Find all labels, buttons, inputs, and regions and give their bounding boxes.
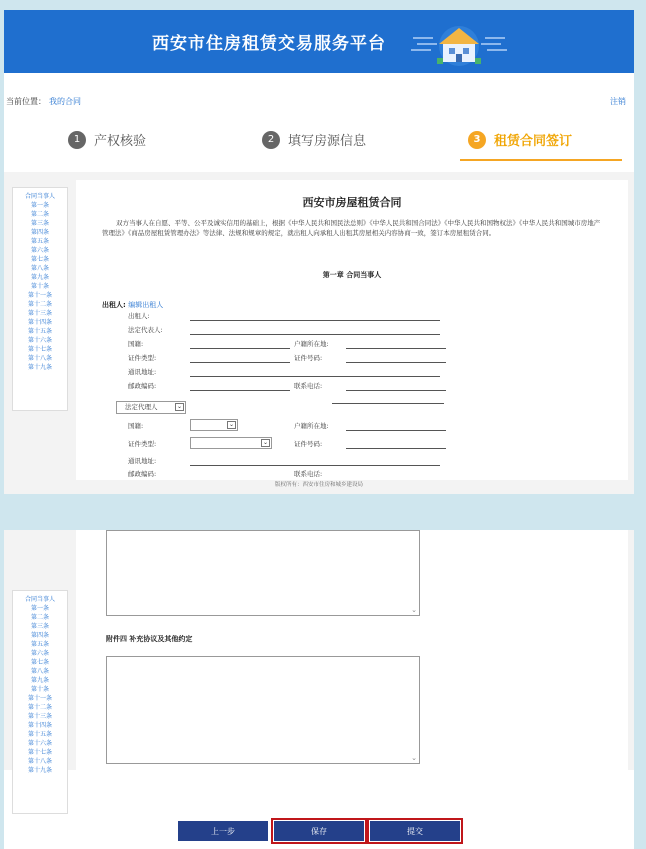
sidenav-item-article[interactable]: 第十五条: [27, 731, 52, 738]
field-label: 国籍:: [128, 422, 144, 430]
field-label: 联系电话:: [294, 470, 323, 478]
step-number: 3: [468, 131, 486, 149]
copyright-text: 版权所有：西安市住房和城乡建设局: [274, 482, 363, 488]
agent-type-select[interactable]: [116, 401, 186, 414]
site-header: [4, 10, 634, 73]
sidenav-item-article[interactable]: 第十条: [30, 283, 49, 290]
nationality-row: [128, 339, 608, 351]
sidenav-item-article[interactable]: 第十九条: [27, 364, 52, 371]
contract-title: 西安市房屋租赁合同: [302, 196, 402, 209]
chevron-down-icon: ⌄: [262, 439, 269, 446]
sidenav-item-article[interactable]: 第二条: [30, 614, 49, 621]
sidenav-item-article[interactable]: 第三条: [30, 623, 49, 630]
step-label: 产权核验: [94, 134, 147, 149]
prev-step-button[interactable]: 上一步: [178, 821, 268, 841]
sidenav-item-article[interactable]: 第九条: [30, 274, 49, 281]
field-label: 户籍所在地:: [294, 340, 329, 348]
edit-lessor-link[interactable]: 编辑出租人: [128, 301, 164, 309]
nationality-input[interactable]: [190, 348, 290, 349]
id-row: [128, 353, 608, 365]
field-label: 邮政编码:: [128, 470, 157, 478]
sidenav-item-article[interactable]: 第十七条: [27, 749, 52, 756]
sidenav-item-parties[interactable]: 合同当事人: [24, 193, 55, 200]
contract-area: [4, 172, 634, 494]
annex4-textarea[interactable]: [106, 656, 420, 764]
sidenav-item-article[interactable]: 第十六条: [27, 337, 52, 344]
sidenav-item-article[interactable]: 第十八条: [27, 758, 52, 765]
sidenav-item-article[interactable]: 第七条: [30, 659, 49, 666]
field-label: 邮政编码:: [128, 382, 157, 390]
agent-name-input[interactable]: [332, 392, 444, 404]
lessor-name-input[interactable]: [190, 320, 440, 321]
sidenav-item-article[interactable]: 第三条: [30, 220, 49, 227]
agent-address-input[interactable]: [190, 465, 440, 466]
phone-input[interactable]: [346, 390, 446, 391]
sidenav-item-article[interactable]: 第十二条: [27, 301, 52, 308]
step-fill-listing: [262, 130, 366, 149]
sidenav-item-article[interactable]: 第五条: [30, 641, 49, 648]
lessor-label: 出租人:: [102, 301, 126, 309]
lessor-name-row: [128, 311, 448, 323]
sidenav-item-article[interactable]: 第十七条: [27, 346, 52, 353]
agent-postcode-row: [128, 469, 608, 480]
sidenav-item-article[interactable]: 第十九条: [27, 767, 52, 774]
sidenav-item-article[interactable]: 第一条: [30, 605, 49, 612]
contract-intro: 双方当事人在自愿、平等、公平及诚实信用的基础上，根据《中华人民共和国民法总则》《中华人民共和国合同法》《中华人民共和国物权法》《中华人民共和国城市房地产管理法》《商品房屋租赁管理办法》等法律、法规和规章的规定，就出租人向承租人出租其房屋相关内容协商一致，签订本房屋租赁合同。: [102, 219, 601, 237]
field-label: 证件类型:: [128, 354, 157, 362]
article-sidenav: [12, 187, 68, 411]
field-label: 证件类型:: [128, 440, 157, 448]
site-title: 西安市住房租赁交易服务平台: [152, 34, 386, 54]
step-contract-signing: [468, 130, 572, 149]
sidenav-item-article[interactable]: 第十一条: [27, 695, 52, 702]
chapter-heading: 第一章 合同当事人: [322, 271, 382, 279]
legal-rep-input[interactable]: [190, 334, 440, 335]
sidenav-item-article[interactable]: 第十八条: [27, 355, 52, 362]
postcode-input[interactable]: [190, 390, 290, 391]
sidenav-item-article[interactable]: 第四条: [30, 632, 49, 639]
sidenav-item-article[interactable]: 第十一条: [27, 292, 52, 299]
submit-button[interactable]: 提交: [370, 821, 460, 841]
step-number: 2: [262, 131, 280, 149]
field-label: 证件号码:: [294, 440, 323, 448]
sidenav-item-article[interactable]: 第六条: [30, 650, 49, 657]
step-number: 1: [68, 131, 86, 149]
field-label: 联系电话:: [294, 382, 323, 390]
resize-grip-icon: ⌄: [411, 754, 417, 762]
screenshot-bottom-panel: [4, 530, 634, 849]
sidenav-item-article[interactable]: 第二条: [30, 211, 49, 218]
chevron-down-icon: ⌄: [228, 421, 235, 428]
address-row: [128, 367, 608, 379]
action-buttons: [4, 821, 634, 845]
sidenav-item-article[interactable]: 第十四条: [27, 319, 52, 326]
contract-document-lower: [76, 530, 628, 770]
step-property-verify: [68, 130, 146, 149]
field-label: 出租人:: [128, 312, 150, 320]
contract-document: [76, 180, 628, 480]
annex3-textarea[interactable]: [106, 530, 420, 616]
agent-nationality-row: [128, 421, 608, 433]
sidenav-item-article[interactable]: 第十三条: [27, 713, 52, 720]
agent-id-type-select[interactable]: [190, 437, 272, 449]
legal-rep-row: [128, 325, 448, 337]
article-sidenav-lower: [12, 590, 68, 814]
agent-type-value: 法定代理人: [125, 403, 158, 411]
agent-id-number-input[interactable]: [346, 448, 446, 449]
sidenav-item-article[interactable]: 第十五条: [27, 328, 52, 335]
lessor-heading: [102, 300, 163, 310]
sidenav-item-article[interactable]: 第十三条: [27, 310, 52, 317]
sidenav-item-article[interactable]: 第一条: [30, 202, 49, 209]
screenshot-top-panel: [4, 10, 634, 494]
address-input[interactable]: [190, 376, 440, 377]
id-number-input[interactable]: [346, 362, 446, 363]
sidenav-item-article[interactable]: 第十条: [30, 686, 49, 693]
sidenav-item-article[interactable]: 第六条: [30, 247, 49, 254]
step-label: 填写房源信息: [288, 134, 367, 149]
agent-id-row: [128, 439, 608, 451]
sidenav-item-parties[interactable]: 合同当事人: [24, 596, 55, 603]
active-step-underline: [460, 159, 622, 161]
sidenav-item-article[interactable]: 第七条: [30, 256, 49, 263]
id-type-input[interactable]: [190, 362, 290, 363]
breadcrumb-bar: [4, 96, 634, 110]
field-label: 法定代表人:: [128, 326, 163, 334]
save-button[interactable]: 保存: [274, 821, 364, 841]
field-label: 户籍所在地:: [294, 422, 329, 430]
logout-link[interactable]: 注销: [610, 97, 626, 106]
annex4-heading: 附件四 补充协议及其他约定: [106, 635, 193, 643]
house-illustration-icon: [409, 18, 509, 68]
household-input[interactable]: [346, 348, 446, 349]
progress-steps: [4, 126, 634, 166]
field-label: 国籍:: [128, 340, 144, 348]
field-label: 证件号码:: [294, 354, 323, 362]
sidenav-item-article[interactable]: 第五条: [30, 238, 49, 245]
agent-household-input[interactable]: [346, 430, 446, 431]
agent-address-row: [128, 456, 608, 468]
sidenav-item-article[interactable]: 第八条: [30, 265, 49, 272]
step-label: 租赁合同签订: [494, 134, 573, 149]
sidenav-item-article[interactable]: 第八条: [30, 668, 49, 675]
sidenav-item-article[interactable]: 第九条: [30, 677, 49, 684]
breadcrumb-my-contract-link[interactable]: 我的合同: [49, 97, 81, 106]
sidenav-item-article[interactable]: 第十四条: [27, 722, 52, 729]
field-label: 通讯地址:: [128, 457, 157, 465]
agent-nationality-select[interactable]: [190, 419, 238, 431]
field-label: 通讯地址:: [128, 368, 157, 376]
chevron-down-icon: ⌄: [176, 403, 183, 410]
sidenav-item-article[interactable]: 第十二条: [27, 704, 52, 711]
breadcrumb-label: 当前位置：: [6, 97, 46, 106]
sidenav-item-article[interactable]: 第十六条: [27, 740, 52, 747]
resize-grip-icon: ⌄: [411, 606, 417, 614]
sidenav-item-article[interactable]: 第四条: [30, 229, 49, 236]
contract-area-lower: [4, 530, 634, 770]
